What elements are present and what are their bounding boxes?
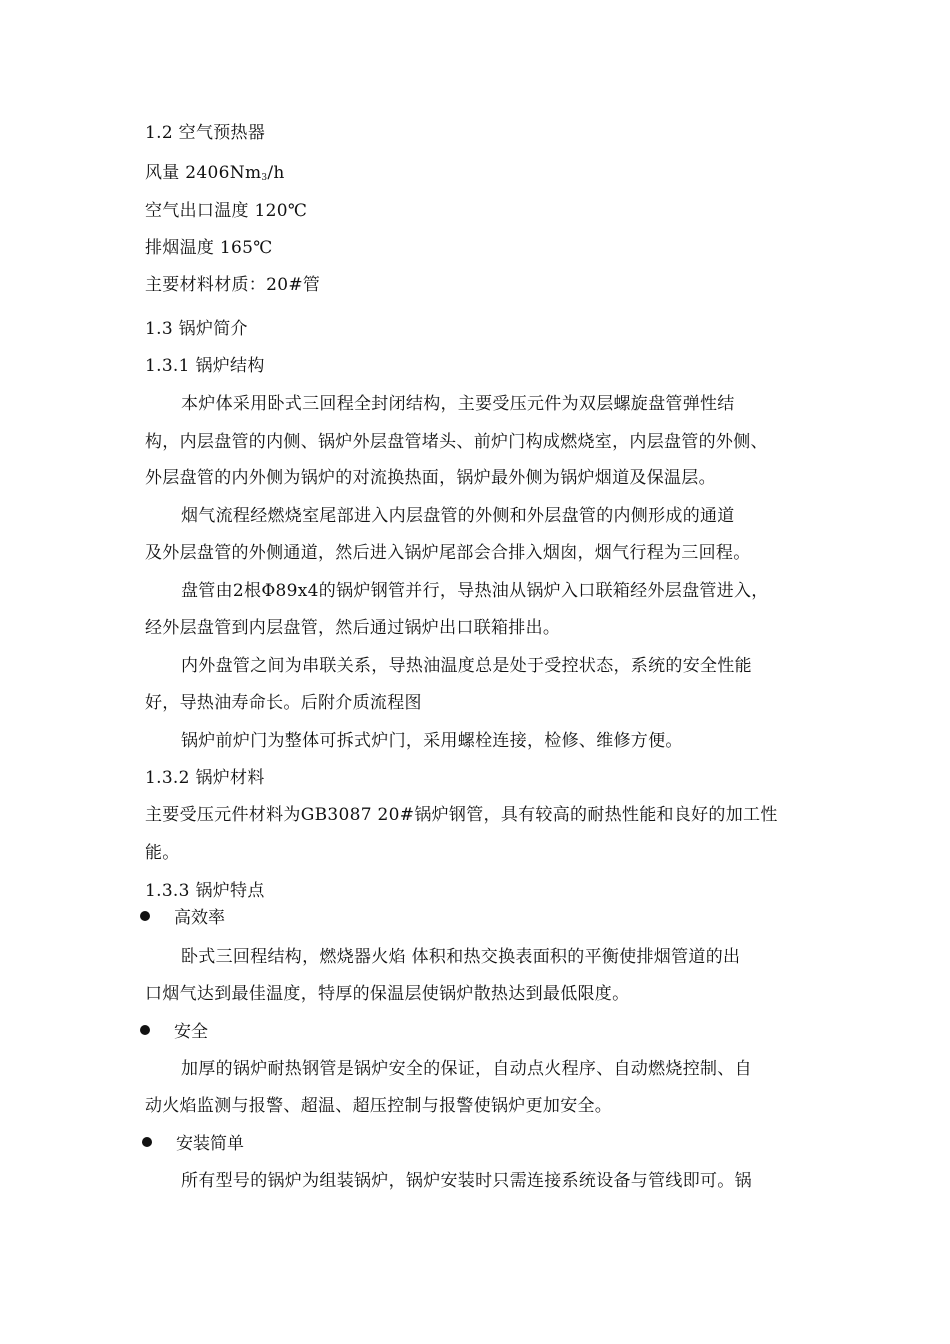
subsection-heading-structure: 1.3.1 锅炉结构 [145, 356, 265, 376]
subsection-heading-features: 1.3.3 锅炉特点 [145, 881, 265, 901]
material-line: 主要材料材质：20#管 [145, 275, 321, 295]
feature-title: 安全 [174, 1022, 208, 1042]
feature-safety-line2: 动火焰监测与报警、超温、超压控制与报警使锅炉更加安全。 [145, 1096, 613, 1116]
outlet-temp-line: 空气出口温度 120℃ [145, 201, 308, 221]
structure-p4-line2: 好，导热油寿命长。后附介质流程图 [145, 693, 422, 713]
structure-p1-line3: 外层盘管的内外侧为锅炉的对流换热面，锅炉最外侧为锅炉烟道及保温层。 [145, 468, 716, 488]
section-heading-boiler-intro: 1.3 锅炉简介 [145, 319, 248, 339]
section-heading-air-preheater: 1.2 空气预热器 [145, 123, 266, 143]
material-p-line2: 能。 [145, 843, 180, 863]
structure-p1-line1: 本炉体采用卧式三回程全封闭结构，主要受压元件为双层螺旋盘管弹性结 [181, 394, 735, 414]
airflow-line [145, 162, 825, 189]
feature-title: 高效率 [174, 908, 225, 928]
structure-p3-line1: 盘管由2根Φ89x4的锅炉钢管并行，导热油从锅炉入口联箱经外层盘管进入， [181, 581, 769, 601]
feature-efficiency-line2: 口烟气达到最佳温度，特厚的保温层使锅炉散热达到最低限度。 [145, 984, 630, 1004]
feature-installation-line1: 所有型号的锅炉为组装锅炉，锅炉安装时只需连接系统设备与管线即可。锅 [181, 1171, 752, 1191]
structure-p2-line1: 烟气流程经燃烧室尾部进入内层盘管的外侧和外层盘管的内侧形成的通道 [181, 506, 735, 526]
feature-title: 安装简单 [176, 1134, 244, 1154]
bullet-icon [140, 911, 150, 921]
structure-p4-line1: 内外盘管之间为串联关系，导热油温度总是处于受控状态，系统的安全性能 [181, 656, 752, 676]
feature-efficiency-line1: 卧式三回程结构，燃烧器火焰 体积和热交换表面积的平衡使排烟管道的出 [181, 947, 741, 967]
structure-p1-line2: 构，内层盘管的内侧、锅炉外层盘管堵头、前炉门构成燃烧室，内层盘管的外侧、 [145, 432, 768, 452]
feature-safety-line1: 加厚的锅炉耐热钢管是锅炉安全的保证，自动点火程序、自动燃烧控制、自 [181, 1059, 752, 1079]
airflow-unit-suffix: /h [267, 163, 285, 183]
bullet-icon [140, 1025, 150, 1035]
exhaust-temp-line: 排烟温度 165℃ [145, 238, 273, 258]
feature-item-efficiency [140, 907, 225, 929]
feature-item-safety [140, 1021, 208, 1043]
bullet-icon [142, 1137, 152, 1147]
structure-p2-line2: 及外层盘管的外侧通道，然后进入锅炉尾部会合排入烟囱，烟气行程为三回程。 [145, 543, 751, 563]
structure-p5-line1: 锅炉前炉门为整体可拆式炉门，采用螺栓连接，检修、维修方便。 [181, 731, 683, 751]
airflow-value: 风量 2406Nm [145, 163, 262, 183]
structure-p3-line2: 经外层盘管到内层盘管，然后通过锅炉出口联箱排出。 [145, 618, 561, 638]
material-p-line1: 主要受压元件材料为GB3087 20#锅炉钢管，具有较高的耐热性能和良好的加工性 [145, 805, 778, 825]
subsection-heading-material: 1.3.2 锅炉材料 [145, 768, 265, 788]
feature-item-installation [142, 1133, 244, 1155]
airflow-unit-superscript: 3 [261, 173, 268, 183]
